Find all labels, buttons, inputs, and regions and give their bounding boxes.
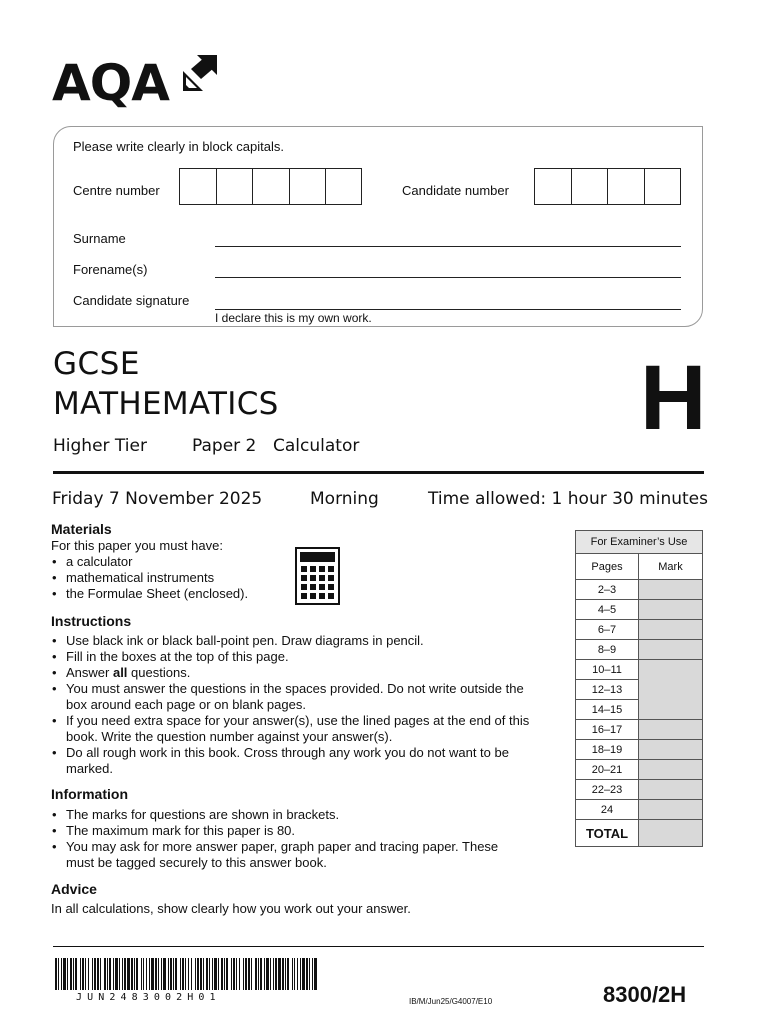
barcode-text: JUN2483002H01	[76, 992, 221, 1003]
candidate-number-digit[interactable]	[608, 169, 645, 204]
aqa-logo-mark-icon	[183, 55, 217, 91]
centre-number-digit[interactable]	[217, 169, 253, 204]
instructions-heading: Instructions	[51, 613, 132, 629]
pages-cell: 6–7	[576, 620, 639, 640]
forenames-line[interactable]	[215, 277, 681, 278]
table-row	[576, 780, 703, 800]
list-item: • The marks for questions are shown in brackets.	[52, 807, 512, 823]
candidate-number-label: Candidate number	[402, 183, 509, 198]
mark-cell[interactable]	[639, 740, 703, 760]
candidate-number-digit[interactable]	[572, 169, 608, 204]
qualification-title: GCSE	[53, 346, 140, 382]
table-row	[576, 720, 703, 740]
materials-list	[52, 554, 292, 602]
declaration-text: I declare this is my own work.	[215, 311, 372, 325]
pages-cell: 24	[576, 800, 639, 820]
tier-label: Higher Tier	[53, 436, 147, 456]
information-heading: Information	[51, 786, 128, 802]
mark-cell[interactable]	[639, 660, 703, 720]
centre-number-digit[interactable]	[253, 169, 290, 204]
examiner-use-table	[575, 530, 703, 847]
pages-cell: 20–21	[576, 760, 639, 780]
table-row	[576, 620, 703, 640]
tier-letter: H	[640, 347, 707, 449]
list-item: • a calculator	[52, 554, 292, 570]
paper-type: Calculator	[273, 436, 360, 456]
mark-cell[interactable]	[639, 580, 703, 600]
list-item: • Do all rough work in this book. Cross through any work you do not want to be marked.	[52, 745, 542, 777]
table-row	[576, 640, 703, 660]
list-item: • You must answer the questions in the spaces provided. Do not write outside the box around each page or on blank pages.	[52, 681, 542, 713]
pages-cell: 4–5	[576, 600, 639, 620]
candidate-number-boxes[interactable]	[534, 168, 681, 205]
surname-label: Surname	[73, 231, 126, 246]
table-row	[576, 800, 703, 820]
pages-cell: 10–11	[576, 660, 639, 680]
mark-column-header: Mark	[639, 554, 703, 580]
mark-cell[interactable]	[639, 620, 703, 640]
instructions-list	[52, 633, 542, 777]
paper-reference: IB/M/Jun25/G4007/E10	[409, 997, 493, 1006]
pages-cell: 8–9	[576, 640, 639, 660]
centre-number-digit[interactable]	[290, 169, 326, 204]
mark-cell[interactable]	[639, 760, 703, 780]
list-item: • Fill in the boxes at the top of this page.	[52, 649, 542, 665]
table-row	[576, 660, 703, 680]
total-mark-cell[interactable]	[639, 820, 703, 847]
calculator-icon	[295, 547, 340, 605]
list-item: • If you need extra space for your answer(s), use the lined pages at the end of this book. Write the question number against your answer(s).	[52, 713, 542, 745]
mark-cell[interactable]	[639, 800, 703, 820]
signature-line[interactable]	[215, 309, 681, 310]
title-divider	[53, 471, 704, 474]
materials-heading: Materials	[51, 521, 112, 537]
total-row	[576, 820, 703, 847]
centre-number-digit[interactable]	[326, 169, 361, 204]
paper-number: Paper 2	[192, 436, 257, 456]
aqa-logo: AQA	[52, 54, 169, 112]
table-row	[576, 760, 703, 780]
mark-cell[interactable]	[639, 780, 703, 800]
signature-label: Candidate signature	[73, 293, 190, 308]
total-label: TOTAL	[576, 820, 639, 847]
pages-column-header: Pages	[576, 554, 639, 580]
candidate-number-digit[interactable]	[535, 169, 572, 204]
table-row	[576, 600, 703, 620]
table-row	[576, 740, 703, 760]
materials-intro: For this paper you must have:	[51, 538, 223, 553]
mark-cell[interactable]	[639, 640, 703, 660]
exam-date: Friday 7 November 2025	[52, 489, 263, 509]
list-item: • mathematical instruments	[52, 570, 292, 586]
pages-cell: 12–13	[576, 680, 639, 700]
pages-cell: 18–19	[576, 740, 639, 760]
list-item: • Use black ink or black ball-point pen. Draw diagrams in pencil.	[52, 633, 542, 649]
surname-line[interactable]	[215, 246, 681, 247]
centre-number-boxes[interactable]	[179, 168, 362, 205]
pages-cell: 14–15	[576, 700, 639, 720]
candidate-number-digit[interactable]	[645, 169, 680, 204]
block-capitals-instruction: Please write clearly in block capitals.	[73, 139, 284, 154]
footer-divider	[53, 946, 704, 947]
mark-cell[interactable]	[639, 600, 703, 620]
barcode-icon	[55, 958, 317, 990]
advice-heading: Advice	[51, 881, 97, 897]
mark-cell[interactable]	[639, 720, 703, 740]
time-allowed: Time allowed: 1 hour 30 minutes	[428, 489, 708, 509]
table-row	[576, 580, 703, 600]
list-item: • The maximum mark for this paper is 80.	[52, 823, 512, 839]
paper-code: 8300/2H	[603, 982, 687, 1007]
pages-cell: 2–3	[576, 580, 639, 600]
exam-session: Morning	[310, 489, 379, 509]
subject-title: MATHEMATICS	[53, 386, 279, 422]
list-item: • You may ask for more answer paper, graph paper and tracing paper. These must be tagged securely to this answer book.	[52, 839, 512, 871]
centre-number-label: Centre number	[73, 183, 160, 198]
pages-cell: 22–23	[576, 780, 639, 800]
information-list	[52, 807, 512, 871]
pages-cell: 16–17	[576, 720, 639, 740]
list-item: • the Formulae Sheet (enclosed).	[52, 586, 292, 602]
examiner-table-title: For Examiner’s Use	[576, 531, 703, 554]
forenames-label: Forename(s)	[73, 262, 148, 277]
centre-number-digit[interactable]	[180, 169, 217, 204]
list-item: • Answer all questions.	[52, 665, 542, 681]
advice-text: In all calculations, show clearly how you work out your answer.	[51, 901, 411, 916]
